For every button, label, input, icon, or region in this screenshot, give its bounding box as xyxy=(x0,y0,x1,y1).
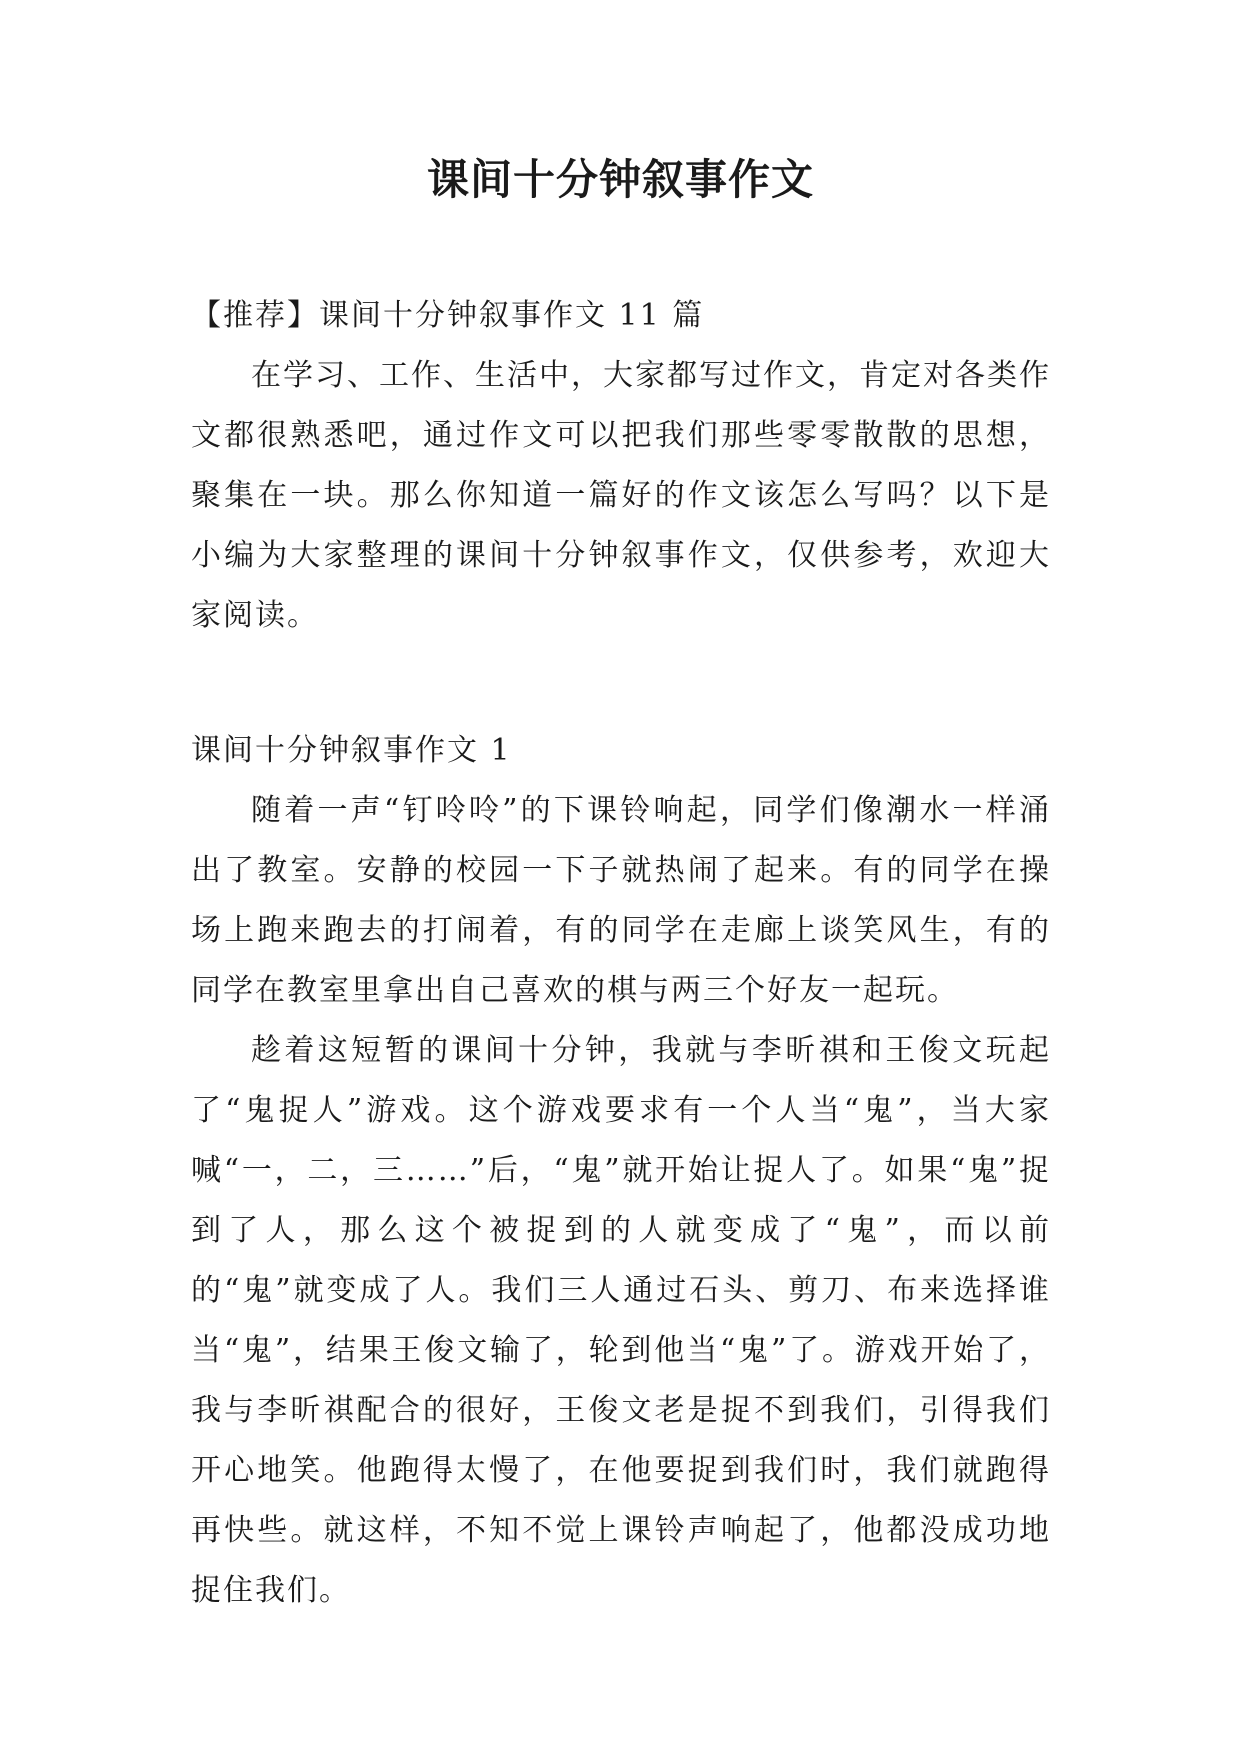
document-body xyxy=(191,286,1051,1621)
section-paragraph: 随着一声“钉呤呤”的下课铃响起，同学们像潮水一样涌出了教室。安静的校园一下子就热闹了起来。有的同学在操场上跑来跑去的打闹着，有的同学在走廊上谈笑风生，有的同学在教室里拿出自己喜欢的棋与两三个好友一起玩。 xyxy=(191,793,1051,1008)
section-paragraph: 趁着这短暂的课间十分钟，我就与李昕祺和王俊文玩起了“鬼捉人”游戏。这个游戏要求有一个人当“鬼”，当大家喊“一，二，三……”后，“鬼”就开始让捉人了。如果“鬼”捉到了人，那么这个被捉到的人就变成了“鬼”，而以前的“鬼”就变成了人。我们三人通过石头、剪刀、布来选择谁当“鬼”，结果王俊文输了，轮到他当“鬼”了。游戏开始了，我与李昕祺配合的很好，王俊文老是捉不到我们，引得我们开心地笑。他跑得太慢了，在他要捉到我们时，我们就跑得再快些。就这样，不知不觉上课铃声响起了，他都没成功地捉住我们。 xyxy=(191,1033,1051,1608)
intro-heading: 【推荐】课间十分钟叙事作文 11 篇 xyxy=(191,298,705,333)
document-title: 课间十分钟叙事作文 xyxy=(426,155,814,204)
intro-paragraph: 在学习、工作、生活中，大家都写过作文，肯定对各类作文都很熟悉吧，通过作文可以把我们那些零零散散的思想，聚集在一块。那么你知道一篇好的作文该怎么写吗？以下是小编为大家整理的课间十分钟叙事作文，仅供参考，欢迎大家阅读。 xyxy=(191,358,1051,633)
section-spacer xyxy=(191,646,1051,721)
section-heading: 课间十分钟叙事作文 1 xyxy=(191,733,512,768)
